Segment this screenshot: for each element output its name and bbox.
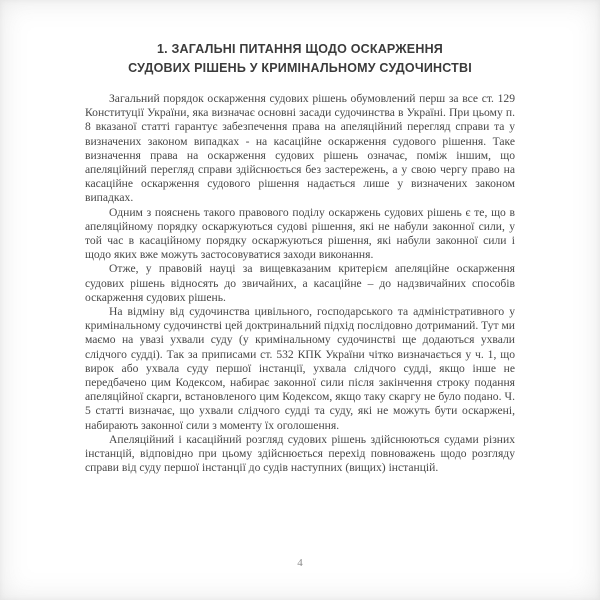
document-body (85, 92, 515, 475)
paragraph-3: Отже, у правовій науці за вищевказаним критерієм апеляційне оскарження судових рішень відносять до звичайних, а касаційне – до надзвичайних способів оскарження судових рішень. (85, 262, 515, 304)
paragraph-5: Апеляційний і касаційний розгляд судових рішень здійснюються судами різних інстанцій, відповідно при цьому здійснюється перехід повноважень щодо розгляду справи від суду першої інстанції до судів наступних (вищих) інстанцій. (85, 432, 515, 475)
paragraph-4: На відміну від судочинства цивільного, господарського та адміністративного у кримінальному судочинстві цей доктринальний підхід послідовно дотриманий. Тут ми маємо на увазі ухвали суду (у кримінальному судочинстві ще додаються ухвали слідчого судді). Так за приписами ст. 532 КПК України чітко визначається у ч. 1, що вирок або ухвала суду першої інстанції, ухвала слідчого судді, якщо інше не передбачено цим Кодексом, набирає законної сили після закінчення строку подання апеляційної скарги, встановленого цим Кодексом, якщо таку скаргу не було подано. Ч. 5 статті визначає, що ухвали слідчого судді та суду, які не можуть бути оскаржені, набирають законної сили з моменту їх оголошення. (85, 305, 515, 432)
page-title-line-2: СУДОВИХ РІШЕНЬ У КРИМІНАЛЬНОМУ СУДОЧИНСТВІ (128, 61, 472, 75)
paragraph-2: Одним з пояснень такого правового поділу оскаржень судових рішень є те, що в апеляційному порядку оскаржуються судові рішення, які не набули законної сили, у той час в касаційному порядку оскаржуються рішення, які набули законної сили і щодо яких вже можуть застосовуватися заходи виконання. (85, 205, 515, 262)
paragraph-1: Загальний порядок оскарження судових рішень обумовлений перш за все ст. 129 Конституції України, яка визначає основні засади судочинства в Україні. При цьому п. 8 вказаної статті гарантує забезпечення права на апеляційний перегляд справи та у визначених законом випадках - на касаційне оскарження судового рішення. Таке визначення права на оскарження судових рішень означає, поміж іншим, що апеляційний перегляд справи здійснюється без застережень, а у свою чергу право на касаційне оскарження судового рішення надається лише у визначених законом випадках. (85, 92, 515, 205)
page-title (60, 40, 540, 78)
page-title-line-1: 1. ЗАГАЛЬНІ ПИТАННЯ ЩОДО ОСКАРЖЕННЯ (157, 42, 443, 56)
page-number: 4 (297, 557, 303, 569)
